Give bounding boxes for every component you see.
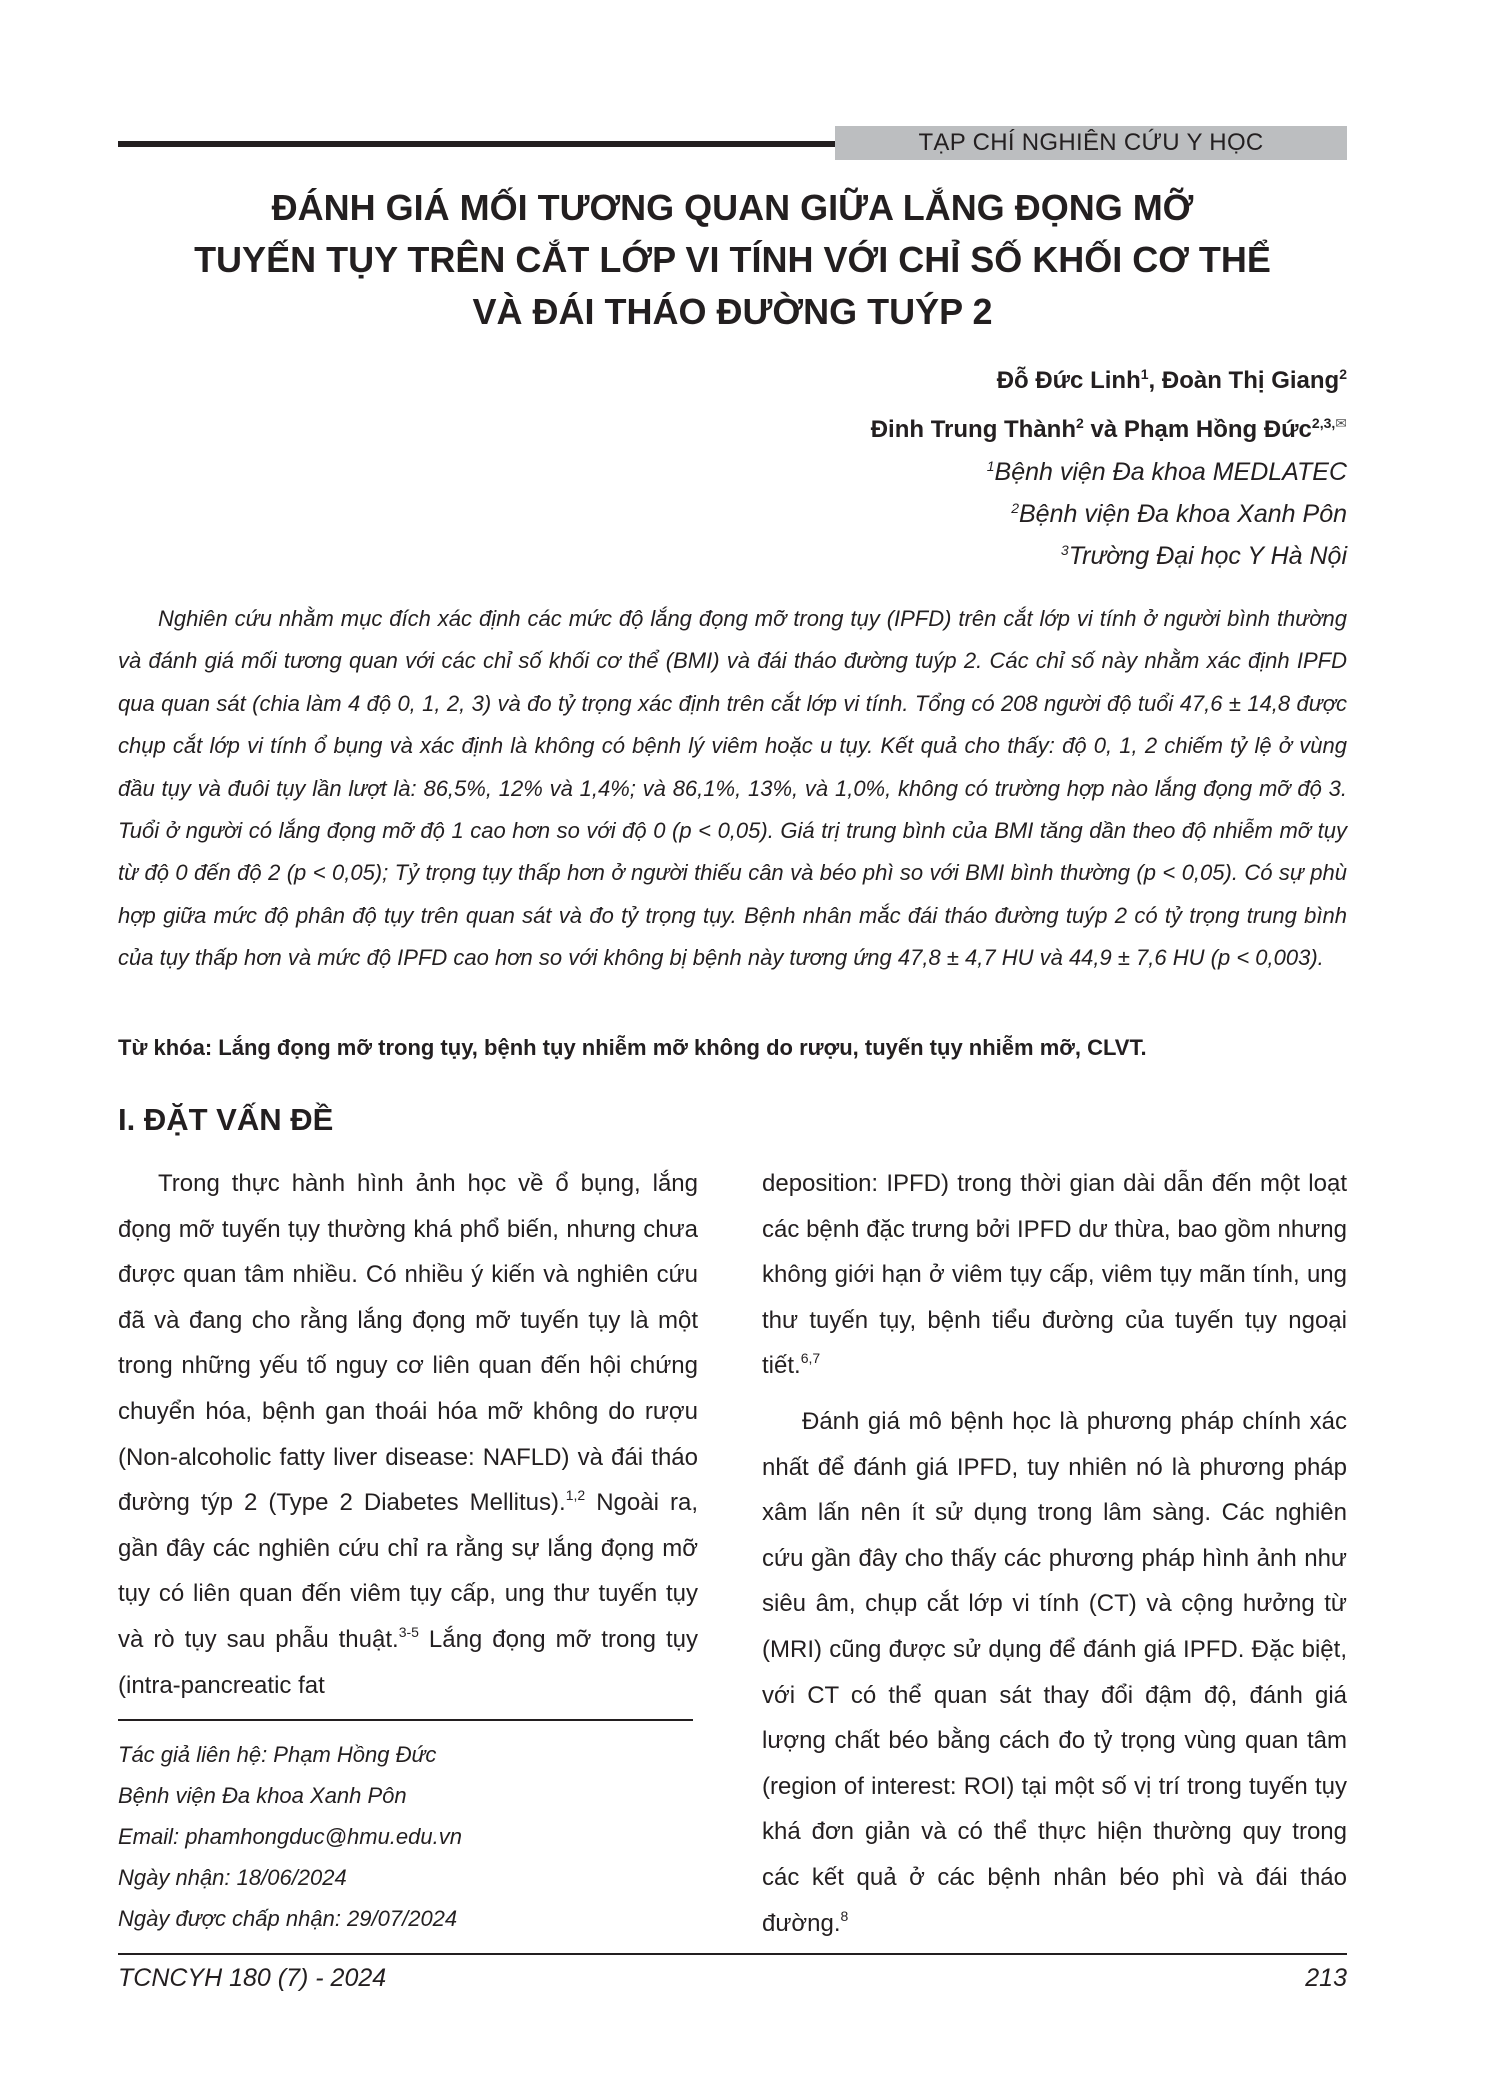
abstract: Nghiên cứu nhằm mục đích xác định các mức độ lắng đọng mỡ trong tụy (IPFD) trên cắt lớp vi tính ở người bình thường và đánh giá mối tương quan với các chỉ số khối cơ thể (BMI) và đái tháo đường tuýp 2. Các chỉ số này nhằm xác định IPFD qua quan sát (chia làm 4 độ 0, 1, 2, 3) và đo tỷ trọng xác định trên cắt lớp vi tính. Tổng có 208 người độ tuổi 47,6 ± 14,8 được chụp cắt lớp vi tính ổ bụng và xác định là không có bệnh lý viêm hoặc u tụy. Kết quả cho thấy: độ 0, 1, 2 chiếm tỷ lệ ở vùng đầu tụy và đuôi tụy lần lượt là: 86,5%, 12% và 1,4%; và 86,1%, 13%, và 1,0%, không có trường hợp nào lắng đọng mỡ độ 3. Tuổi ở người có lắng đọng mỡ độ 1 cao hơn so với độ 0 (p < 0,05). Giá trị trung bình của BMI tăng dần theo độ nhiễm mỡ tụy từ độ 0 đến độ 2 (p < 0,05); Tỷ trọng tụy thấp hơn ở người thiếu cân và béo phì so với BMI bình thường (p < 0,05). Có sự phù hợp giữa mức độ phân độ tụy trên quan sát và đo tỷ trọng tụy. Bệnh nhân mắc đái tháo đường tuýp 2 có tỷ trọng trung bình của tụy thấp hơn và mức độ IPFD cao hơn so với không bị bệnh này tương ứng 47,8 ± 4,7 HU và 44,9 ± 7,6 HU (p < 0,003). xyxy=(118,606,1347,971)
affiliation-name: Bệnh viện Đa khoa Xanh Pôn xyxy=(1018,500,1347,528)
mail-icon: ✉ xyxy=(1335,415,1347,431)
citation: 6,7 xyxy=(800,1350,821,1367)
title-line-3: VÀ ĐÁI THÁO ĐƯỜNG TUÝP 2 xyxy=(472,291,993,332)
affiliation xyxy=(871,451,1347,493)
paragraph xyxy=(762,1161,1347,1389)
journal-issue: TCNCYH 180 (7) - 2024 xyxy=(118,1964,387,1992)
footnote-rule xyxy=(118,1719,693,1721)
affiliation xyxy=(871,535,1347,577)
paragraph xyxy=(762,1399,1347,1946)
citation: 1,2 xyxy=(565,1487,586,1504)
intro-right-column xyxy=(762,1161,1347,1946)
body-text: Đánh giá mô bệnh học là phương pháp chính xác nhất để đánh giá IPFD, tuy nhiên nó là phương pháp xâm lấn nên ít sử dụng trong lâm sàng. Các nghiên cứu gần đây cho thấy các phương pháp hình ảnh như siêu âm, chụp cắt lớp vi tính (CT) và cộng hưởng từ (MRI) cũng được sử dụng để đánh giá IPFD. Đặc biệt, với CT có thể quan sát thay đổi đậm độ, đánh giá lượng chất béo bằng cách đo tỷ trọng vùng quan tâm (region of interest: ROI) tại một số vị trí trong tuyến tụy khá đơn giản và có thể thực hiện thường quy trong các kết quả ở các bệnh nhân béo phì và đái tháo đường. xyxy=(762,1407,1347,1937)
author-separator: và xyxy=(1083,416,1124,443)
body-text: Trong thực hành hình ảnh học về ổ bụng, lắng đọng mỡ tuyến tụy thường khá phổ biến, nhưng chưa được quan tâm nhiều. Có nhiều ý kiến và nghiên cứu đã và đang cho rằng lắng đọng mỡ tuyến tụy là một trong những yếu tố nguy cơ liên quan đến hội chứng chuyển hóa, bệnh gan thoái hóa mỡ không do rượu (Non-alcoholic fatty liver disease: NAFLD) và đái tháo đường týp 2 (Type 2 Diabetes Mellitus). xyxy=(118,1170,698,1517)
corresponding-author: Tác giả liên hệ: Phạm Hồng Đức xyxy=(118,1742,437,1767)
correspondence-footnote xyxy=(118,1734,462,1939)
author-affil-sup: 1 xyxy=(1140,366,1149,382)
author-name: Đoàn Thị Giang xyxy=(1161,367,1340,394)
article-title xyxy=(118,182,1347,338)
author-separator: , xyxy=(1148,367,1162,394)
author-affil-sup: 2 xyxy=(1076,415,1084,431)
intro-left-column xyxy=(118,1161,698,1708)
author-affil-sup: 2 xyxy=(1339,366,1347,382)
author-email: Email: phamhongduc@hmu.edu.vn xyxy=(118,1824,462,1849)
title-line-2: TUYẾN TỤY TRÊN CẮT LỚP VI TÍNH VỚI CHỈ SỐ KHỐI CƠ THỂ xyxy=(194,239,1271,280)
author-line-1 xyxy=(871,360,1347,402)
footer-rule xyxy=(118,1953,1347,1955)
author-name: Đỗ Đức Linh xyxy=(996,367,1141,394)
accepted-date: Ngày được chấp nhận: 29/07/2024 xyxy=(118,1906,458,1931)
received-date: Ngày nhận: 18/06/2024 xyxy=(118,1865,347,1890)
affiliation-sup: 2 xyxy=(1011,500,1019,516)
journal-header: TẠP CHÍ NGHIÊN CỨU Y HỌC xyxy=(835,126,1347,160)
affiliation-sup: 3 xyxy=(1060,542,1069,558)
body-text: deposition: IPFD) trong thời gian dài dẫn đến một loạt các bệnh đặc trưng bởi IPFD dư thừa, bao gồm nhưng không giới hạn ở viêm tụy cấp, viêm tụy mãn tính, ung thư tuyến tụy, bệnh tiểu đường của tuyến tụy ngoại tiết. xyxy=(762,1170,1347,1380)
author-line-2 xyxy=(871,402,1347,451)
page-number: 213 xyxy=(1305,1964,1347,1992)
citation: 3-5 xyxy=(398,1623,419,1640)
affiliation-name: Trường Đại học Y Hà Nội xyxy=(1068,542,1347,570)
body-text: Ngoài ra, gần đây các nghiên cứu chỉ ra rằng sự lắng đọng mỡ tụy có liên quan đến viêm tụy cấp, ung thư tuyến tụy và rò tụy sau phẫu thuật. xyxy=(118,1489,698,1653)
section-heading: I. ĐẶT VẤN ĐỀ xyxy=(118,1102,334,1137)
author-block xyxy=(871,360,1347,577)
author-name: Phạm Hồng Đức xyxy=(1123,416,1312,443)
keywords: Từ khóa: Lắng đọng mỡ trong tụy, bệnh tụy nhiễm mỡ không do rượu, tuyến tụy nhiễm mỡ, CLVT. xyxy=(118,1035,1147,1060)
affiliation xyxy=(871,493,1347,535)
title-line-1: ĐÁNH GIÁ MỐI TƯƠNG QUAN GIỮA LẮNG ĐỌNG MỠ xyxy=(271,187,1194,228)
author-affil-sup: 2,3, xyxy=(1311,415,1336,431)
header-rule xyxy=(118,141,835,147)
body-text: Lắng đọng mỡ trong tụy (intra-pancreatic fat xyxy=(118,1625,698,1699)
author-hospital: Bệnh viện Đa khoa Xanh Pôn xyxy=(118,1783,407,1808)
affiliation-name: Bệnh viện Đa khoa MEDLATEC xyxy=(994,458,1347,486)
author-name: Đinh Trung Thành xyxy=(870,416,1077,443)
affiliation-sup: 1 xyxy=(986,458,995,474)
citation: 8 xyxy=(840,1907,849,1924)
